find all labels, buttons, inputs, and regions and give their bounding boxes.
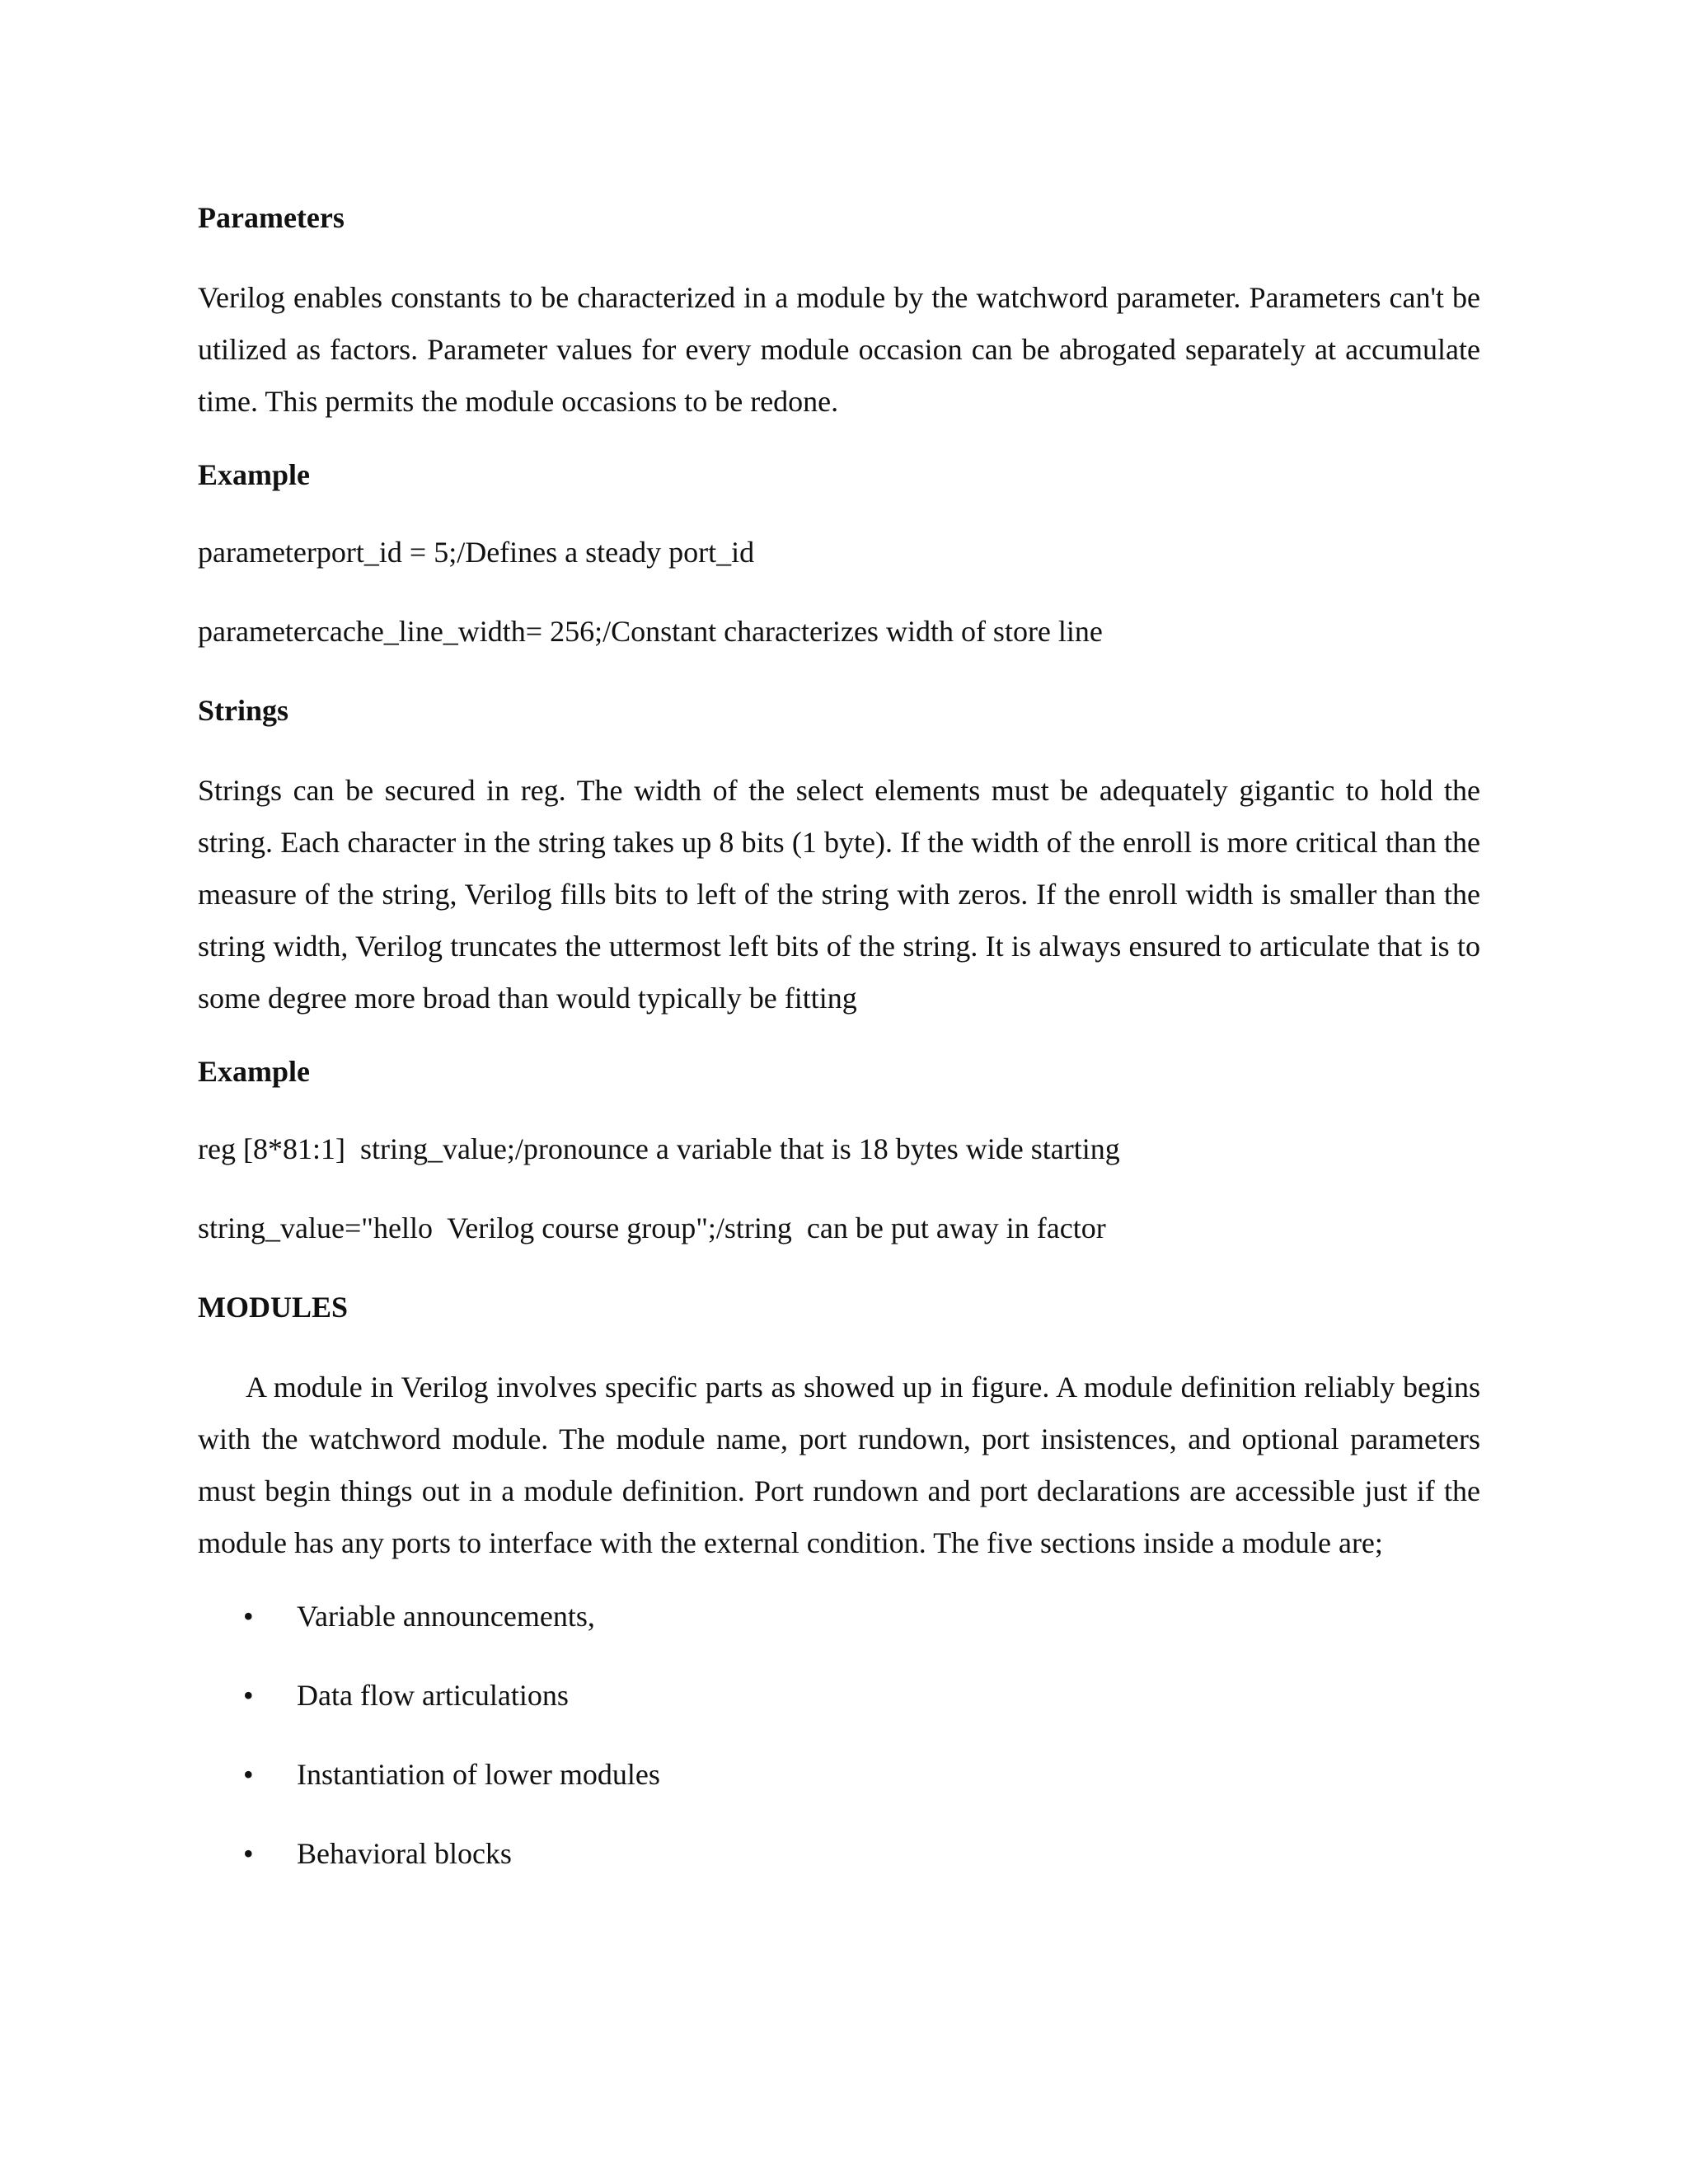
bullet-icon: • xyxy=(243,1679,254,1712)
list-item-label: Behavioral blocks xyxy=(297,1837,512,1870)
list-item xyxy=(198,1675,1480,1715)
list-item-label: Data flow articulations xyxy=(297,1679,569,1712)
heading-example-strings: Example xyxy=(198,1055,311,1088)
list-item-label: Instantiation of lower modules xyxy=(297,1758,660,1791)
paragraph-parameters: Verilog enables constants to be characterized in a module by the watchword parameter. Parameters can't be utilized as factors. Parameter values for every module occasion can be abrogated separately at accumulate time. This permits the module occasions to be redone. xyxy=(198,281,1480,418)
paragraph-strings: Strings can be secured in reg. The width of the select elements must be adequately gigantic to hold the string. Each character in the string takes up 8 bits (1 byte). If the width of the enroll is more critical than the measure of the string, Verilog fills bits to left of the string with zeros. If the enroll width is smaller than the string width, Verilog truncates the uttermost left bits of the string. It is always ensured to articulate that is to some degree more broad than would typically be fitting xyxy=(198,774,1480,1015)
bullet-icon: • xyxy=(243,1837,254,1870)
heading-example-parameters: Example xyxy=(198,458,311,491)
bullet-icon: • xyxy=(243,1758,254,1791)
list-item xyxy=(198,1755,1480,1794)
list-item xyxy=(198,1834,1480,1873)
code-line-reg-string-value: reg [8*81:1] string_value;/pronounce a variable that is 18 bytes wide starting xyxy=(198,1132,1120,1165)
code-line-string-value-assign: string_value="hello Verilog course group";/string can be put away in factor xyxy=(198,1212,1106,1244)
heading-parameters: Parameters xyxy=(198,201,345,234)
list-item xyxy=(198,1596,1480,1636)
heading-modules: MODULES xyxy=(198,1291,349,1324)
list-item-label: Variable announcements, xyxy=(297,1600,595,1633)
module-sections-list xyxy=(198,1596,1480,1873)
code-line-port-id: parameterport_id = 5;/Defines a steady port_id xyxy=(198,536,755,569)
bullet-icon: • xyxy=(243,1600,254,1633)
code-line-cache-line-width: parametercache_line_width= 256;/Constant characterizes width of store line xyxy=(198,615,1103,648)
document-page xyxy=(198,173,1480,1913)
paragraph-modules: A module in Verilog involves specific parts as showed up in figure. A module definition reliably begins with the watchword module. The module name, port rundown, port insistences, and optional parameters must begin things out in a module definition. Port rundown and port declarations are accessible just if the module has any ports to interface with the external condition. The five sections inside a module are; xyxy=(198,1371,1480,1559)
heading-strings: Strings xyxy=(198,694,289,727)
